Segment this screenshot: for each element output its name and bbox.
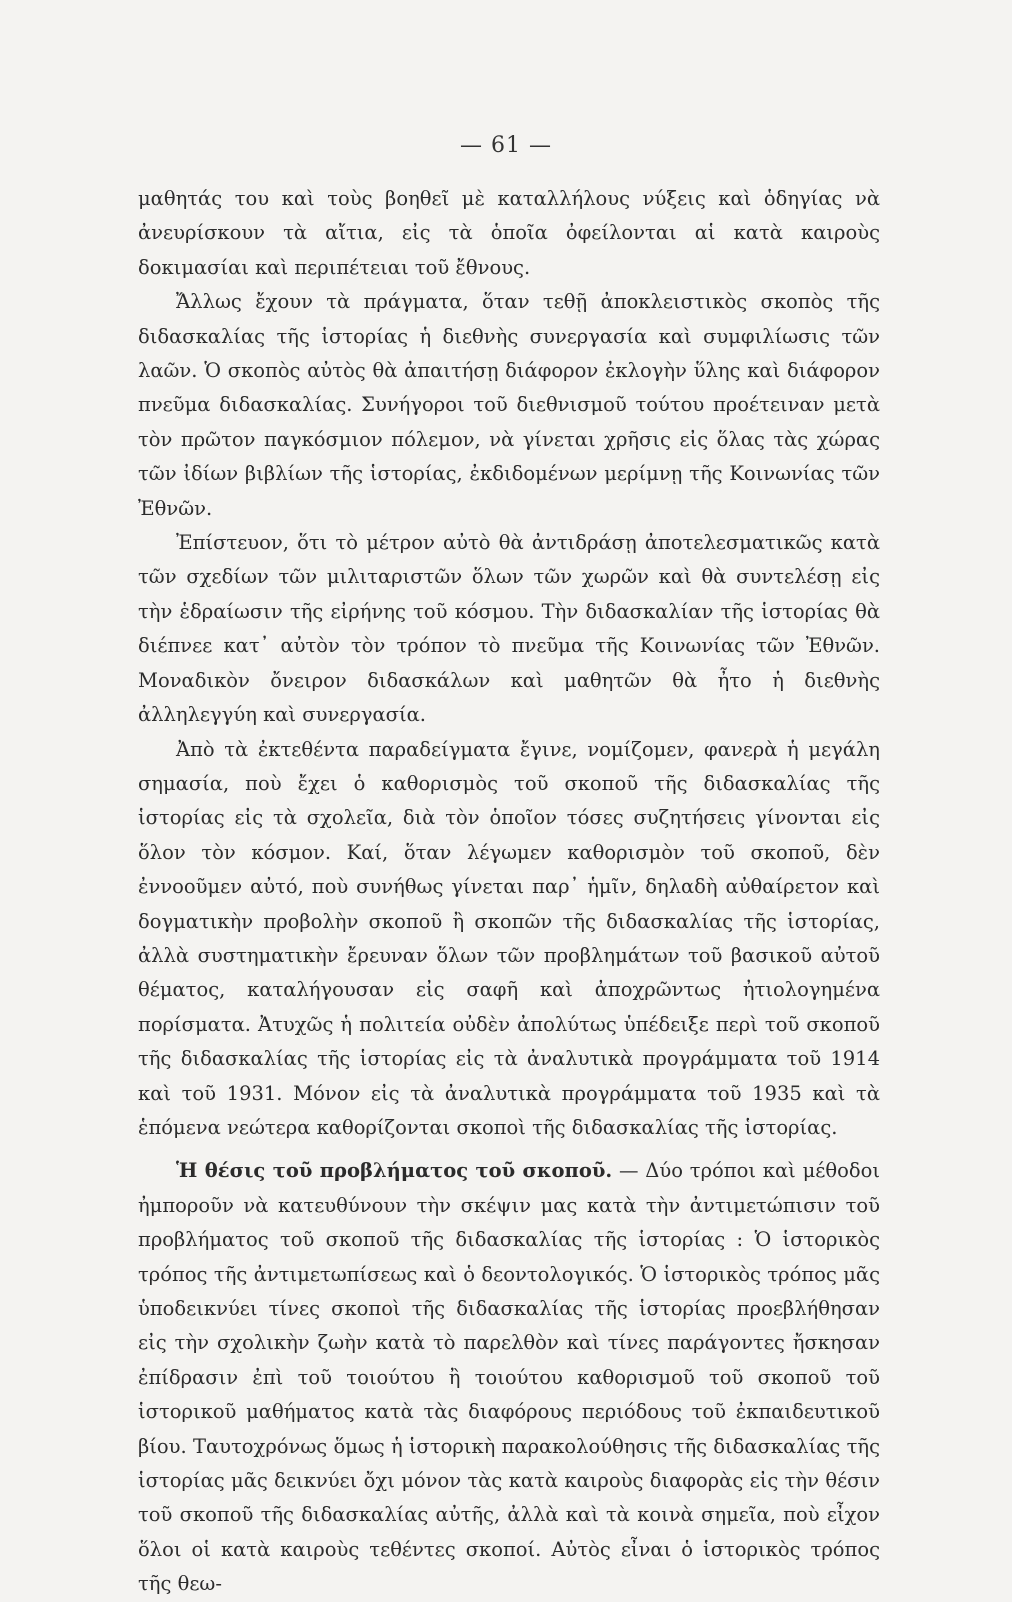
- section-gap: [138, 1145, 880, 1154]
- paragraph-5-text: — Δύο τρόποι καὶ μέθοδοι ἠμποροῦν νὰ κατευθύνουν τὴν σκέψιν μας κατὰ τὴν ἀντιμετώπισιν τοῦ προβλήματος τοῦ σκοποῦ τῆς διδασκαλίας τῆς ἱστορίας : Ὁ ἱστορικὸς τρόπος τῆς ἀντιμετωπίσεως καὶ ὁ δεοντολογικός. Ὁ ἱστορικὸς τρόπος μᾶς ὑποδεικνύει τίνες σκοποὶ τῆς διδασκαλίας τῆς ἱστορίας προεβλήθησαν εἰς τὴν σχολικὴν ζωὴν κατὰ τὸ παρελθὸν καὶ τίνες παράγοντες ἤσκησαν ἐπίδρασιν ἐπὶ τοῦ τοιούτου ἢ τοιούτου καθορισμοῦ τοῦ σκοποῦ τοῦ ἱστορικοῦ μαθήματος κατὰ τὰς διαφόρους περιόδους τοῦ ἐκπαιδευτικοῦ βίου. Ταυτοχρόνως ὅμως ἡ ἱστορικὴ παρακολούθησις τῆς διδασκαλίας τῆς ἱστορίας μᾶς δεικνύει ὄχι μόνον τὰς κατὰ καιροὺς διαφορὰς εἰς τὴν θέσιν τοῦ σκοποῦ τῆς διδασκαλίας αὐτῆς, ἀλλὰ καὶ τὰ κοινὰ σημεῖα, ποὺ εἶχον ὅλοι οἱ κατὰ καιροὺς τεθέντες σκοποί. Αὐτὸς εἶναι ὁ ἱστορικὸς τρόπος τῆς θεω-: [138, 1159, 880, 1596]
- paragraph-5: [138, 1154, 880, 1601]
- paragraph-2: Ἄλλως ἔχουν τὰ πράγματα, ὅταν τεθῇ ἀποκλειστικὸς σκοπὸς τῆς διδασκαλίας τῆς ἱστορίας ἡ διεθνὴς συνεργασία καὶ συμφιλίωσις τῶν λαῶν. Ὁ σκοπὸς αὐτὸς θὰ ἀπαιτήσῃ διάφορον ἐκλογὴν ὕλης καὶ διάφορον πνεῦμα διδασκαλίας. Συνήγοροι τοῦ διεθνισμοῦ τούτου προέτειναν μετὰ τὸν πρῶτον παγκόσμιον πόλεμον, νὰ γίνεται χρῆσις εἰς ὅλας τὰς χώρας τῶν ἰδίων βιβλίων τῆς ἱστορίας, ἐκδιδομένων μερίμνῃ τῆς Κοινωνίας τῶν Ἐθνῶν.: [138, 290, 880, 520]
- paragraph-3: Ἐπίστευον, ὅτι τὸ μέτρον αὐτὸ θὰ ἀντιδράσῃ ἀποτελεσματικῶς κατὰ τῶν σχεδίων τῶν μιλιταριστῶν ὅλων τῶν χωρῶν καὶ θὰ συντελέσῃ εἰς τὴν ἑδραίωσιν τῆς εἰρήνης τοῦ κόσμου. Τὴν διδασκαλίαν τῆς ἱστορίας θὰ διέπνεε κατ᾽ αὐτὸν τὸν τρόπον τὸ πνεῦμα τῆς Κοινωνίας τῶν Ἐθνῶν. Μοναδικὸν ὄνειρον διδασκάλων καὶ μαθητῶν θὰ ἦτο ἡ διεθνὴς ἀλληλεγγύη καὶ συνεργασία.: [138, 531, 880, 727]
- section-heading: Ἡ θέσις τοῦ προβλήματος τοῦ σκοποῦ.: [176, 1159, 613, 1183]
- body-text: [138, 182, 880, 1602]
- page-number: — 61 —: [460, 133, 552, 158]
- paragraph-4: Ἀπὸ τὰ ἐκτεθέντα παραδείγματα ἔγινε, νομίζομεν, φανερὰ ἡ μεγάλη σημασία, ποὺ ἔχει ὁ καθορισμὸς τοῦ σκοποῦ τῆς διδασκαλίας τῆς ἱστορίας εἰς τὰ σχολεῖα, διὰ τὸν ὁποῖον τόσες συζητήσεις γίνονται εἰς ὅλον τὸν κόσμον. Καί, ὅταν λέγωμεν καθορισμὸν τοῦ σκοποῦ, δὲν ἐννοοῦμεν αὐτό, ποὺ συνήθως γίνεται παρ᾽ ἡμῖν, δηλαδὴ αὐθαίρετον καὶ δογματικὴν προβολὴν σκοποῦ ἢ σκοπῶν τῆς διδασκαλίας τῆς ἱστορίας, ἀλλὰ συστηματικὴν ἔρευναν ὅλων τῶν προβλημάτων τοῦ βασικοῦ αὐτοῦ θέματος, καταλήγουσαν εἰς σαφῆ καὶ ἀποχρῶντως ἠτιολογημένα πορίσματα. Ἀτυχῶς ἡ πολιτεία οὐδὲν ἀπολύτως ὑπέδειξε περὶ τοῦ σκοποῦ τῆς διδασκαλίας τῆς ἱστορίας εἰς τὰ ἀναλυτικὰ προγράμματα τοῦ 1914 καὶ τοῦ 1931. Μόνον εἰς τὰ ἀναλυτικὰ προγράμματα τοῦ 1935 καὶ τὰ ἑπόμενα νεώτερα καθορίζονται σκοποὶ τῆς διδασκαλίας τῆς ἱστορίας.: [138, 737, 880, 1139]
- paragraph-1: μαθητάς του καὶ τοὺς βοηθεῖ μὲ καταλλήλους νύξεις καὶ ὁδηγίας νὰ ἀνευρίσκουν τὰ αἴτια, εἰς τὰ ὁποῖα ὀφείλονται αἱ κατὰ καιροὺς δοκιμασίαι καὶ περιπέτειαι τοῦ ἔθνους.: [138, 187, 880, 279]
